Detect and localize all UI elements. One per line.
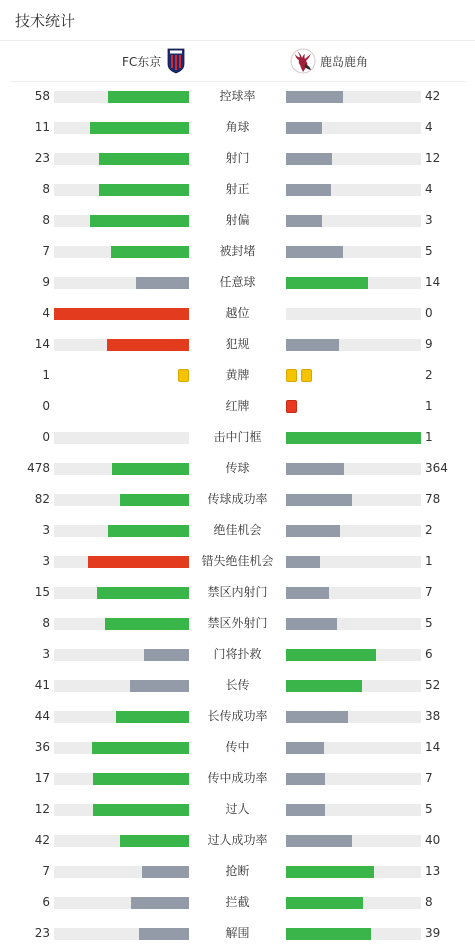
stat-row: [0, 361, 475, 392]
home-bar-track: [54, 618, 189, 630]
home-value: 9: [42, 275, 50, 289]
home-bar-track: [54, 463, 189, 475]
stat-row: [0, 82, 475, 113]
away-bar-track: [286, 711, 421, 723]
away-bar-fill: [286, 649, 376, 661]
home-bar-fill: [120, 494, 189, 506]
yellow-card-icon: [301, 369, 312, 382]
stat-label: 黄牌: [225, 368, 250, 382]
home-value: 0: [42, 399, 50, 413]
stat-row: [0, 826, 475, 857]
away-value: 52: [425, 678, 441, 692]
away-team-name: 鹿岛鹿角: [320, 54, 369, 69]
stat-label: 禁区内射门: [207, 585, 268, 599]
away-cards: [286, 369, 312, 382]
home-value: 8: [42, 616, 50, 630]
home-value: 3: [42, 523, 50, 537]
away-bar-fill: [286, 91, 343, 103]
home-bar-fill: [54, 308, 189, 320]
home-bar-fill: [105, 618, 189, 630]
stat-label: 过人成功率: [207, 833, 268, 847]
home-value: 11: [34, 120, 50, 134]
home-value: 4: [42, 306, 50, 320]
away-bar-track: [286, 463, 421, 475]
away-bar-fill: [286, 463, 344, 475]
away-bar-fill: [286, 711, 348, 723]
stat-row: [0, 299, 475, 330]
home-bar-track: [54, 773, 189, 785]
away-bar-fill: [286, 804, 325, 816]
away-bar-fill: [286, 432, 421, 444]
home-bar-track: [54, 804, 189, 816]
red-card-icon: [286, 400, 297, 413]
home-bar-fill: [108, 525, 189, 537]
stat-row: [0, 671, 475, 702]
stat-row: [0, 206, 475, 237]
home-bar-track: [54, 277, 189, 289]
home-value: 15: [34, 585, 50, 599]
home-bar-fill: [130, 680, 189, 692]
away-value: 4: [425, 120, 433, 134]
away-bar-track: [286, 804, 421, 816]
stat-row: [0, 330, 475, 361]
home-bar-track: [54, 153, 189, 165]
away-value: 78: [425, 492, 441, 506]
away-team[interactable]: [290, 41, 368, 81]
away-bar-track: [286, 618, 421, 630]
stat-label: 传中成功率: [207, 771, 268, 785]
home-bar-fill: [108, 91, 189, 103]
away-bar-track: [286, 246, 421, 258]
away-bar-track: [286, 122, 421, 134]
stat-row: [0, 485, 475, 516]
home-team-name: FC东京: [122, 54, 162, 69]
fc-tokyo-crest-icon: [167, 48, 185, 74]
home-bar-track: [54, 246, 189, 258]
stat-row: [0, 888, 475, 919]
stat-label: 任意球: [219, 275, 256, 289]
kashima-antlers-crest-icon: [290, 48, 316, 74]
home-bar-track: [54, 339, 189, 351]
stat-row: [0, 423, 475, 454]
away-bar-track: [286, 525, 421, 537]
stat-label: 过人: [225, 802, 250, 816]
home-value: 3: [42, 554, 50, 568]
away-value: 9: [425, 337, 433, 351]
home-bar-track: [54, 556, 189, 568]
home-value: 0: [42, 430, 50, 444]
away-bar-fill: [286, 587, 329, 599]
away-value: 1: [425, 430, 433, 444]
away-bar-fill: [286, 494, 352, 506]
away-bar-track: [286, 432, 421, 444]
stat-label: 禁区外射门: [207, 616, 268, 630]
home-bar-fill: [112, 463, 189, 475]
stat-label: 长传: [225, 678, 250, 692]
away-value: 8: [425, 895, 433, 909]
home-bar-track: [54, 122, 189, 134]
away-bar-track: [286, 773, 421, 785]
home-bar-track: [54, 525, 189, 537]
stat-row: [0, 454, 475, 485]
away-value: 14: [425, 275, 441, 289]
home-bar-fill: [93, 773, 189, 785]
stats-header: [0, 0, 475, 41]
away-bar-fill: [286, 246, 343, 258]
home-bar-track: [54, 680, 189, 692]
away-bar-track: [286, 680, 421, 692]
away-bar-fill: [286, 742, 324, 754]
home-bar-track: [54, 308, 189, 320]
away-bar-track: [286, 835, 421, 847]
away-bar-fill: [286, 556, 320, 568]
home-bar-fill: [107, 339, 189, 351]
home-cards: [178, 369, 189, 382]
home-value: 44: [34, 709, 50, 723]
away-value: 14: [425, 740, 441, 754]
away-bar-track: [286, 339, 421, 351]
away-bar-track: [286, 649, 421, 661]
away-bar-track: [286, 184, 421, 196]
home-bar-fill: [111, 246, 189, 258]
stat-row: [0, 919, 475, 950]
home-bar-fill: [120, 835, 189, 847]
home-value: 8: [42, 213, 50, 227]
home-bar-fill: [93, 804, 189, 816]
home-value: 23: [34, 926, 50, 940]
stat-label: 射正: [225, 182, 250, 196]
away-bar-fill: [286, 928, 371, 940]
home-bar-fill: [136, 277, 189, 289]
home-value: 478: [27, 461, 50, 475]
yellow-card-icon: [286, 369, 297, 382]
home-bar-track: [54, 897, 189, 909]
stat-label: 被封堵: [219, 244, 256, 258]
home-bar-fill: [99, 184, 189, 196]
teams-bar: [10, 41, 466, 82]
stat-row: [0, 392, 475, 423]
page-title: 技术统计: [15, 12, 76, 30]
stat-label: 越位: [225, 306, 250, 320]
away-bar-track: [286, 556, 421, 568]
home-bar-fill: [90, 215, 189, 227]
stat-row: [0, 516, 475, 547]
stat-row: [0, 795, 475, 826]
home-value: 8: [42, 182, 50, 196]
away-bar-track: [286, 742, 421, 754]
away-value: 0: [425, 306, 433, 320]
away-value: 13: [425, 864, 441, 878]
away-bar-track: [286, 928, 421, 940]
away-bar-track: [286, 215, 421, 227]
stat-row: [0, 609, 475, 640]
away-value: 12: [425, 151, 441, 165]
away-bar-track: [286, 91, 421, 103]
away-bar-fill: [286, 184, 331, 196]
home-bar-fill: [142, 866, 189, 878]
away-bar-fill: [286, 122, 322, 134]
away-bar-fill: [286, 215, 322, 227]
stat-label: 犯规: [225, 337, 250, 351]
home-bar-track: [54, 711, 189, 723]
stat-label: 传中: [225, 740, 250, 754]
away-bar-track: [286, 308, 421, 320]
stat-label: 红牌: [225, 399, 250, 413]
stat-label: 抢断: [225, 864, 250, 878]
stat-row: [0, 547, 475, 578]
stat-label: 绝佳机会: [213, 523, 262, 537]
home-bar-fill: [144, 649, 189, 661]
stat-row: [0, 113, 475, 144]
home-bar-fill: [97, 587, 189, 599]
away-value: 5: [425, 616, 433, 630]
away-value: 3: [425, 213, 433, 227]
away-bar-track: [286, 153, 421, 165]
home-bar-track: [54, 835, 189, 847]
home-bar-fill: [139, 928, 189, 940]
stat-row: [0, 764, 475, 795]
away-value: 2: [425, 368, 433, 382]
away-value: 1: [425, 554, 433, 568]
away-value: 2: [425, 523, 433, 537]
home-bar-fill: [131, 897, 189, 909]
home-bar-fill: [88, 556, 189, 568]
home-bar-track: [54, 184, 189, 196]
away-cards: [286, 400, 297, 413]
away-value: 38: [425, 709, 441, 723]
away-value: 5: [425, 244, 433, 258]
stat-row: [0, 237, 475, 268]
away-bar-fill: [286, 897, 363, 909]
yellow-card-icon: [178, 369, 189, 382]
away-value: 7: [425, 771, 433, 785]
stat-label: 控球率: [219, 89, 256, 103]
home-value: 7: [42, 244, 50, 258]
home-bar-fill: [90, 122, 189, 134]
home-value: 82: [34, 492, 50, 506]
stat-label: 传球: [225, 461, 250, 475]
stat-label: 射门: [225, 151, 250, 165]
home-bar-fill: [116, 711, 189, 723]
away-value: 364: [425, 461, 448, 475]
away-bar-fill: [286, 680, 362, 692]
away-bar-track: [286, 494, 421, 506]
home-value: 41: [34, 678, 50, 692]
away-bar-fill: [286, 773, 325, 785]
away-bar-fill: [286, 339, 339, 351]
away-value: 5: [425, 802, 433, 816]
home-value: 6: [42, 895, 50, 909]
home-bar-track: [54, 215, 189, 227]
stat-row: [0, 578, 475, 609]
home-bar-track: [54, 742, 189, 754]
home-bar-track: [54, 432, 189, 444]
away-value: 6: [425, 647, 433, 661]
home-team[interactable]: [122, 41, 185, 81]
home-bar-fill: [92, 742, 189, 754]
away-bar-track: [286, 897, 421, 909]
home-bar-track: [54, 587, 189, 599]
stat-row: [0, 144, 475, 175]
away-value: 39: [425, 926, 441, 940]
away-value: 40: [425, 833, 441, 847]
home-value: 3: [42, 647, 50, 661]
home-bar-track: [54, 649, 189, 661]
home-value: 14: [34, 337, 50, 351]
stat-row: [0, 640, 475, 671]
stat-row: [0, 702, 475, 733]
home-bar-fill: [99, 153, 189, 165]
away-bar-fill: [286, 153, 332, 165]
home-value: 17: [34, 771, 50, 785]
stat-label: 传球成功率: [207, 492, 268, 506]
stat-label: 长传成功率: [207, 709, 268, 723]
away-bar-track: [286, 277, 421, 289]
stats-list: [0, 82, 475, 950]
away-bar-track: [286, 866, 421, 878]
away-bar-fill: [286, 866, 374, 878]
stat-label: 拦截: [225, 895, 250, 909]
stat-label: 射偏: [225, 213, 250, 227]
home-value: 12: [34, 802, 50, 816]
home-value: 7: [42, 864, 50, 878]
away-bar-fill: [286, 618, 337, 630]
away-value: 42: [425, 89, 441, 103]
stat-label: 击中门框: [213, 430, 262, 444]
stat-row: [0, 733, 475, 764]
home-bar-track: [54, 866, 189, 878]
away-value: 4: [425, 182, 433, 196]
stat-label: 角球: [225, 120, 250, 134]
stat-label: 门将扑救: [213, 647, 262, 661]
home-bar-track: [54, 494, 189, 506]
away-value: 1: [425, 399, 433, 413]
stat-row: [0, 857, 475, 888]
stat-row: [0, 268, 475, 299]
home-bar-track: [54, 91, 189, 103]
home-value: 1: [42, 368, 50, 382]
away-bar-fill: [286, 835, 352, 847]
home-value: 23: [34, 151, 50, 165]
home-value: 36: [34, 740, 50, 754]
away-bar-fill: [286, 525, 340, 537]
away-bar-track: [286, 587, 421, 599]
stat-row: [0, 175, 475, 206]
stat-label: 错失绝佳机会: [201, 554, 274, 568]
away-value: 7: [425, 585, 433, 599]
home-bar-track: [54, 928, 189, 940]
stat-label: 解围: [225, 926, 250, 940]
home-value: 58: [34, 89, 50, 103]
away-bar-fill: [286, 277, 368, 289]
home-value: 42: [34, 833, 50, 847]
